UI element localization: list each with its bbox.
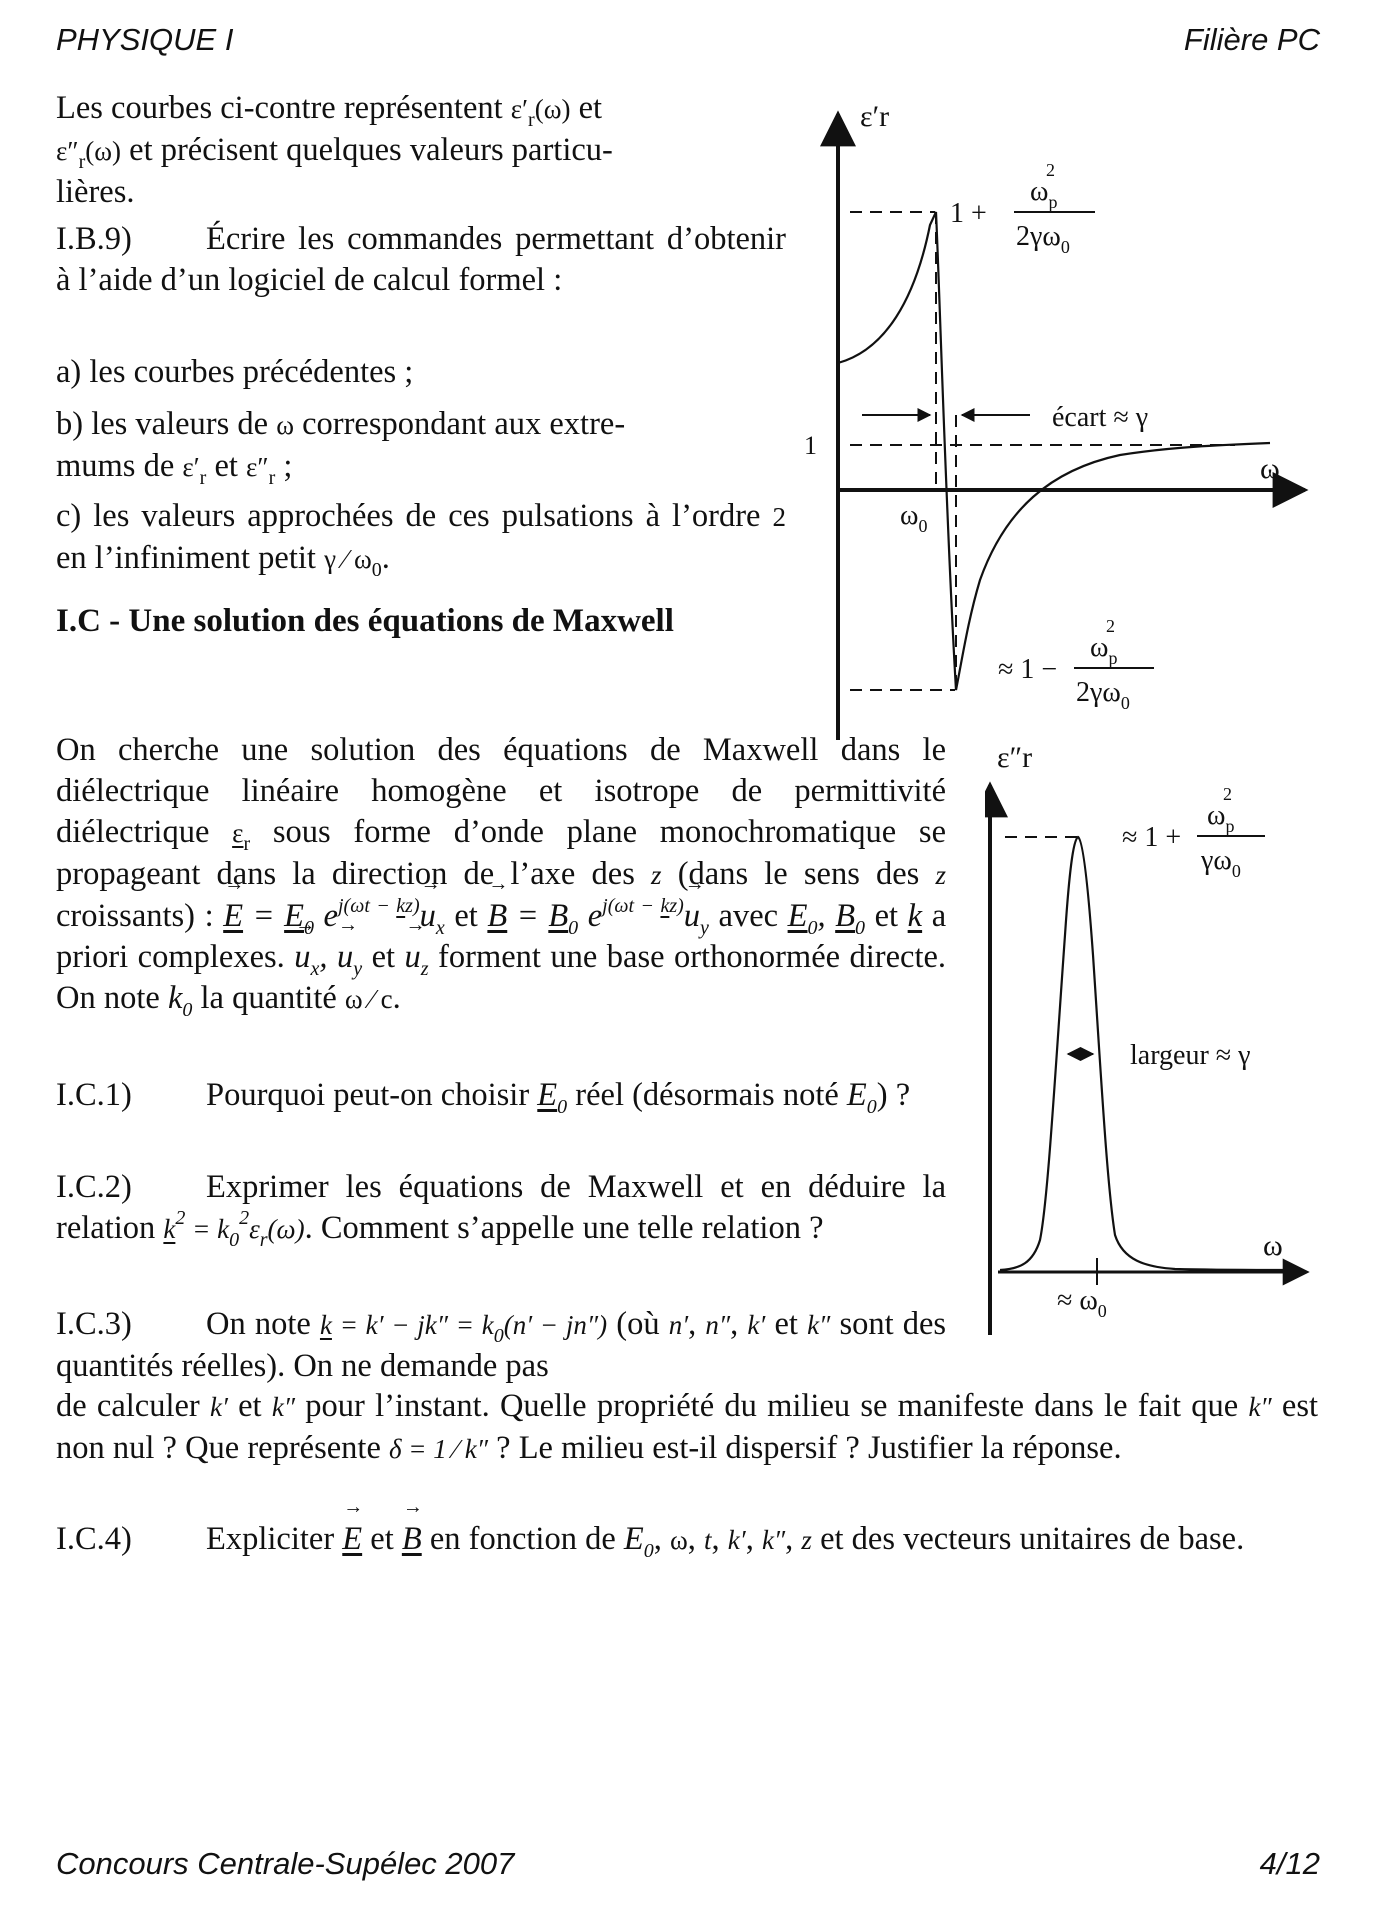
question-ib9-item-c: c) les valeurs approchées de ces pulsations à l’ordre 2 en l’infiniment petit γ ⁄ $\omega_0$. <box>56 498 787 581</box>
question-number: I.C.1) <box>56 1077 132 1113</box>
omega0-label: $\omega_0$ <box>900 500 928 536</box>
svg-text:ωp: $\omega_p$ <box>1030 176 1058 212</box>
figure-epsilon-prime <box>790 100 1310 740</box>
svg-text:2γω0: $2\gamma\omega_0$ <box>1076 677 1130 713</box>
y-axis-label: ε″r <box>997 745 1033 774</box>
page-footer-page-number: 4/12 <box>1259 1846 1320 1881</box>
width-label: largeur ≈ γ <box>1130 1040 1251 1071</box>
page-footer-contest: Concours Centrale-Supélec 2007 <box>56 1846 515 1881</box>
figure-epsilon-double-prime <box>985 745 1315 1335</box>
question-ic1: I.C.1) Pourquoi peut-on choisir $E_0$ réel (désormais noté $E_0$) ? <box>56 1077 911 1118</box>
min-label-prefix: ≈ 1 − <box>998 654 1058 685</box>
question-ic2: I.C.2) Exprimer les équations de Maxwell et en déduire la relation $k^2 = k_0^2\varepsilon_r(\omega)$. Comment s’appelle une telle relation ? <box>56 1169 946 1251</box>
x-axis-label: ω <box>1260 452 1280 485</box>
intro-paragraph: Les courbes ci-contre représentent $\varepsilon'_r(\omega)$ et $\varepsilon''_r(\omega)$ et précisent quelques valeurs particu- lières. <box>56 90 613 210</box>
page-header-subject: PHYSIQUE I <box>56 22 234 57</box>
svg-text:2γω0: $2\gamma\omega_0$ <box>1016 221 1070 257</box>
question-ic3-part1: I.C.3) On note $k = k' - jk'' = k_0(n' - jn'')$ (où n′, n″, k′ et k″ sont des quantités réelles). On ne demande pas <box>56 1306 947 1384</box>
svg-text:ωp: $\omega_p$ <box>1207 800 1235 836</box>
question-ic4: I.C.4) Expliciter → E et → B en fonction de $E_0$, ω, t, k′, k″, z et des vecteurs unitaires de base. <box>56 1519 1318 1561</box>
svg-text:2: 2 <box>1223 784 1232 804</box>
y-axis-label: ε′r <box>860 100 890 133</box>
question-ib9-item-b: b) les valeurs de ω correspondant aux extre- mums de $\varepsilon'_r$ et $\varepsilon''_r$ ; <box>56 406 626 489</box>
question-number: I.C.2) <box>56 1169 132 1205</box>
epsilon-prime-curve <box>838 212 1270 690</box>
ic-intro-paragraph: On cherche une solution des équations de Maxwell dans le diélectrique linéaire homogène et isotrope de permittivité diélectrique $\varepsilon_r$ sous forme d’onde plane monochromatique se propageant dans la direction de l’axe des z (dans le sens des z croissants) : → $E = E_0$ $e^{j(\omega t - kz)}\to u_x$ et → $B = B_0$ $e^{j(\omega t - kz)}\to u_y$ avec $E_0$, $B_0$ et k a priori complexes. → $u_x$, → $u_y$ et → $u_z$ forment une base orthonormée directe. On note $k_0$ la quantité ω ⁄ c. <box>56 730 946 1020</box>
question-number: I.C.4) <box>56 1521 132 1557</box>
omega0-label: ≈ $\omega_0$ <box>1057 1285 1107 1321</box>
svg-text:ωp: $\omega_p$ <box>1090 632 1118 668</box>
question-ib9: I.B.9) Écrire les commandes permettant d’obtenir à l’aide d’un logiciel de calcul formel : <box>56 221 786 298</box>
x-axis-label: ω <box>1263 1229 1283 1262</box>
question-number: I.B.9) <box>56 221 132 257</box>
one-label: 1 <box>804 431 817 460</box>
svg-text:2: 2 <box>1106 616 1115 636</box>
question-number: I.C.3) <box>56 1306 132 1342</box>
svg-text:γω0: $\gamma\omega_0$ <box>1201 845 1241 881</box>
ecart-label: écart ≈ γ <box>1052 402 1149 433</box>
question-ic3-part2: de calculer k′ et k″ pour l’instant. Quelle propriété du milieu se manifeste dans le fait que k″ est non nul ? Que représente δ = 1 ⁄ k″ ? Le milieu est-il dispersif ? Justifier la réponse. <box>56 1388 1319 1466</box>
max-label-prefix: 1 + <box>950 198 987 229</box>
question-ib9-item-a: a) les courbes précédentes ; <box>56 354 414 390</box>
svg-text:2: 2 <box>1046 160 1055 180</box>
page-header-track: Filière PC <box>1183 22 1320 57</box>
max-label-prefix: ≈ 1 + <box>1122 822 1182 853</box>
section-title: I.C - Une solution des équations de Maxwell <box>56 603 674 639</box>
